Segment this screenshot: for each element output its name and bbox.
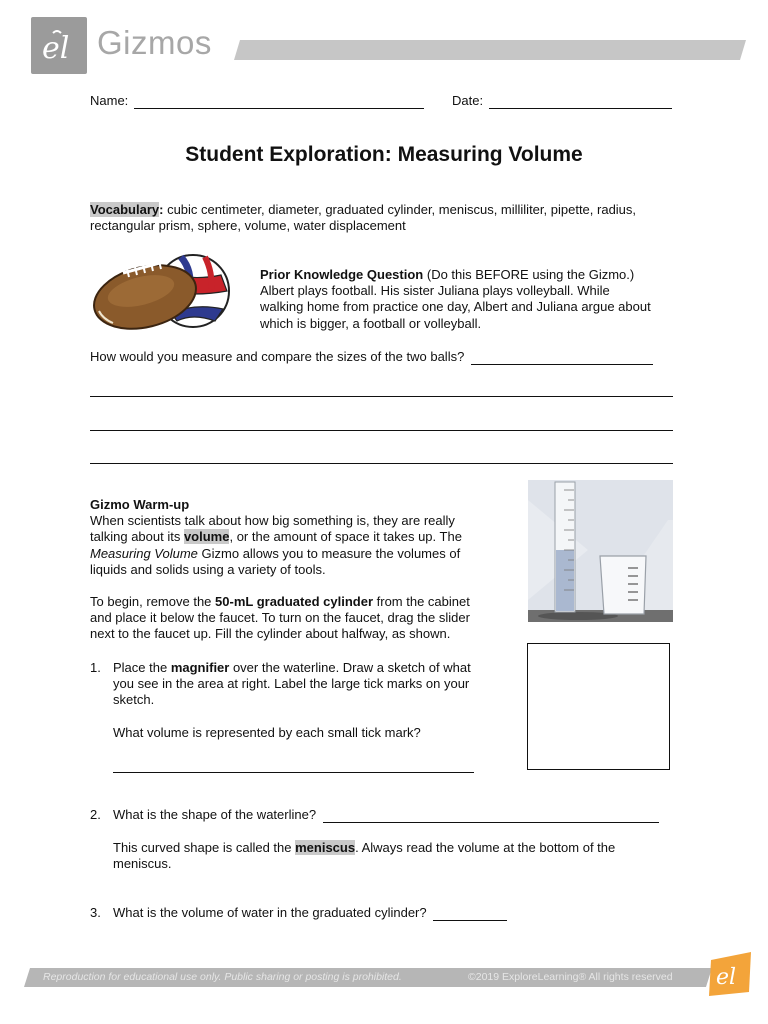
vocabulary-terms-2: rectangular prism, sphere, volume, water displacement	[90, 218, 406, 234]
svg-text:el: el	[42, 31, 70, 66]
warmup-section: Gizmo Warm-up When scientists talk about how big something is, they are really talking about its volume, or the amount of space it takes up. The Measuring Volume Gizmo allows you to measure the volumes of liquids and solids using a variety of tools. To begin, remove the 50-mL graduated cylinder from the cabinet and place it below the faucet. To turn on the faucet, drag the slider next to the faucet up. Fill the cylinder about halfway, as shown.	[90, 497, 510, 643]
question-3[interactable]: What is the volume of water in the graduated cylinder?	[113, 905, 507, 921]
term-meniscus: meniscus	[295, 840, 356, 855]
answer-blank[interactable]	[433, 920, 507, 921]
graduated-cylinder-icon	[528, 480, 673, 622]
question-1-sub: What volume is represented by each small tick mark?	[113, 724, 421, 740]
page-title: Student Exploration: Measuring Volume	[185, 143, 583, 166]
answer-blank[interactable]	[323, 822, 659, 823]
date-blank[interactable]	[489, 108, 672, 109]
name-field[interactable]	[90, 93, 424, 109]
prior-knowledge-section: Prior Knowledge Question (Do this BEFORE using the Gizmo.) Albert plays football. His sister Juliana plays volleyball. While walking home from practice one day, Albert and Juliana argue about which is bigger, a football or volleyball.	[260, 267, 651, 331]
term-volume: volume	[183, 529, 230, 545]
football-volleyball-icon	[93, 251, 233, 333]
answer-line[interactable]	[90, 463, 673, 464]
answer-line[interactable]	[113, 772, 474, 773]
name-blank[interactable]	[134, 108, 424, 109]
gizmos-logo	[31, 17, 87, 74]
header-bar	[234, 40, 746, 60]
question-2-number: 2.	[90, 807, 101, 822]
answer-line[interactable]	[90, 396, 673, 397]
question-3-number: 3.	[90, 905, 101, 920]
date-label: Date:	[452, 93, 484, 108]
question-1: Place the magnifier over the waterline. Draw a sketch of what you see in the area at right. Label the large tick marks on your sketch. What volume is represented by each small tick mark?	[113, 660, 513, 741]
sketch-box[interactable]	[527, 643, 670, 770]
name-label: Name:	[90, 93, 129, 108]
prior-knowledge-heading: Prior Knowledge Question	[260, 267, 424, 282]
question-1-number: 1.	[90, 660, 101, 675]
vocabulary-section: Vocabulary: cubic centimeter, diameter, graduated cylinder, meniscus, milliliter, pipette, radius, rectangular prism, sphere, volume, water displacement	[90, 202, 690, 234]
meniscus-note: This curved shape is called the meniscus. Always read the volume at the bottom of the meniscus.	[113, 840, 616, 872]
el-logo-icon	[31, 17, 87, 74]
question-2[interactable]: What is the shape of the waterline?	[113, 807, 659, 823]
vocabulary-terms: cubic centimeter, diameter, graduated cylinder, meniscus, milliliter, pipette, radius,	[163, 202, 637, 217]
warmup-heading: Gizmo Warm-up	[90, 497, 190, 512]
explorelearning-logo-icon	[705, 950, 755, 998]
svg-text:el: el	[716, 965, 737, 990]
footer-notice: Reproduction for educational use only. Public sharing or posting is prohibited.	[43, 971, 402, 983]
answer-line[interactable]	[90, 430, 673, 431]
brand-name: Gizmos	[97, 24, 212, 61]
date-field[interactable]	[452, 93, 672, 109]
footer-copyright: ©2019 ExploreLearning® All rights reserved	[468, 971, 673, 983]
answer-blank[interactable]	[471, 364, 653, 365]
vocabulary-label: Vocabulary	[90, 202, 160, 217]
prior-knowledge-question[interactable]: How would you measure and compare the sizes of the two balls?	[90, 349, 653, 365]
